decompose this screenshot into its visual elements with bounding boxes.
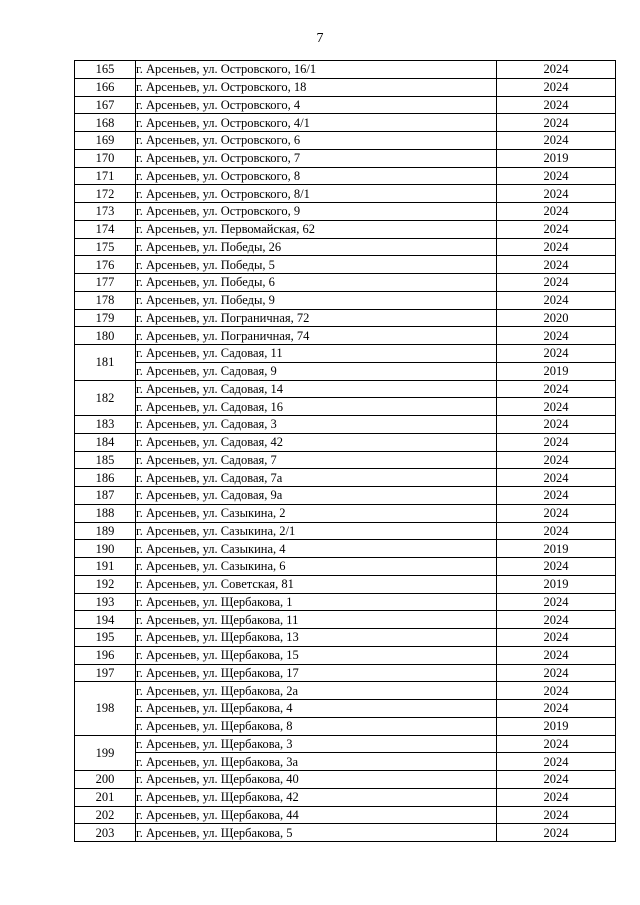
- page-number: 7: [316, 31, 324, 46]
- year-cell: 2020: [497, 309, 616, 327]
- year-cell: 2024: [497, 167, 616, 185]
- table-row: [75, 416, 616, 434]
- table-row: [75, 682, 616, 700]
- address-cell: г. Арсеньев, ул. Островского, 8: [136, 167, 497, 185]
- table-row: [75, 220, 616, 238]
- address-cell: г. Арсеньев, ул. Садовая, 42: [136, 433, 497, 451]
- table-row: [75, 717, 616, 735]
- address-cell: г. Арсеньев, ул. Щербакова, 42: [136, 788, 497, 806]
- table-row: [75, 593, 616, 611]
- address-cell: г. Арсеньев, ул. Островского, 18: [136, 78, 497, 96]
- year-cell: 2024: [497, 824, 616, 842]
- table-row: [75, 611, 616, 629]
- row-number: 193: [75, 593, 136, 611]
- row-number: 180: [75, 327, 136, 345]
- year-cell: 2024: [497, 220, 616, 238]
- year-cell: 2024: [497, 735, 616, 753]
- row-number: 165: [75, 61, 136, 79]
- year-cell: 2024: [497, 433, 616, 451]
- year-cell: 2024: [497, 451, 616, 469]
- row-number: 199: [75, 735, 136, 771]
- table-row: [75, 451, 616, 469]
- row-number: 195: [75, 629, 136, 647]
- table-row: [75, 238, 616, 256]
- year-cell: 2019: [497, 575, 616, 593]
- table-row: [75, 398, 616, 416]
- year-cell: 2024: [497, 593, 616, 611]
- address-cell: г. Арсеньев, ул. Победы, 5: [136, 256, 497, 274]
- year-cell: 2024: [497, 504, 616, 522]
- address-cell: г. Арсеньев, ул. Островского, 9: [136, 203, 497, 221]
- table-row: [75, 362, 616, 380]
- table-row: [75, 487, 616, 505]
- year-cell: 2024: [497, 398, 616, 416]
- year-cell: 2024: [497, 522, 616, 540]
- table-row: [75, 291, 616, 309]
- row-number: 187: [75, 487, 136, 505]
- year-cell: 2024: [497, 558, 616, 576]
- row-number: 178: [75, 291, 136, 309]
- table-row: [75, 185, 616, 203]
- year-cell: 2024: [497, 806, 616, 824]
- table-row: [75, 114, 616, 132]
- address-cell: г. Арсеньев, ул. Щербакова, 3а: [136, 753, 497, 771]
- year-cell: 2019: [497, 540, 616, 558]
- address-cell: г. Арсеньев, ул. Островского, 4: [136, 96, 497, 114]
- table-row: [75, 309, 616, 327]
- year-cell: 2024: [497, 327, 616, 345]
- address-cell: г. Арсеньев, ул. Щербакова, 8: [136, 717, 497, 735]
- row-number: 185: [75, 451, 136, 469]
- table-row: [75, 735, 616, 753]
- year-cell: 2024: [497, 61, 616, 79]
- year-cell: 2024: [497, 256, 616, 274]
- row-number: 173: [75, 203, 136, 221]
- table-row: [75, 771, 616, 789]
- address-cell: г. Арсеньев, ул. Щербакова, 3: [136, 735, 497, 753]
- address-cell: г. Арсеньев, ул. Садовая, 9: [136, 362, 497, 380]
- row-number: 201: [75, 788, 136, 806]
- address-cell: г. Арсеньев, ул. Садовая, 9а: [136, 487, 497, 505]
- year-cell: 2019: [497, 149, 616, 167]
- row-number: 202: [75, 806, 136, 824]
- address-cell: г. Арсеньев, ул. Щербакова, 5: [136, 824, 497, 842]
- row-number: 177: [75, 274, 136, 292]
- table-row: [75, 664, 616, 682]
- row-number: 196: [75, 646, 136, 664]
- year-cell: 2024: [497, 114, 616, 132]
- year-cell: 2024: [497, 629, 616, 647]
- row-number: 197: [75, 664, 136, 682]
- address-cell: г. Арсеньев, ул. Пограничная, 74: [136, 327, 497, 345]
- table-row: [75, 380, 616, 398]
- table-row: [75, 504, 616, 522]
- table-row: [75, 788, 616, 806]
- table-row: [75, 824, 616, 842]
- year-cell: 2019: [497, 362, 616, 380]
- row-number: 172: [75, 185, 136, 203]
- year-cell: 2024: [497, 291, 616, 309]
- row-number: 182: [75, 380, 136, 416]
- table-row: [75, 167, 616, 185]
- year-cell: 2019: [497, 717, 616, 735]
- table-row: [75, 469, 616, 487]
- year-cell: 2024: [497, 238, 616, 256]
- year-cell: 2024: [497, 664, 616, 682]
- address-cell: г. Арсеньев, ул. Сазыкина, 2: [136, 504, 497, 522]
- row-number: 192: [75, 575, 136, 593]
- row-number: 168: [75, 114, 136, 132]
- year-cell: 2024: [497, 788, 616, 806]
- address-cell: г. Арсеньев, ул. Островского, 6: [136, 132, 497, 150]
- address-cell: г. Арсеньев, ул. Щербакова, 44: [136, 806, 497, 824]
- row-number: 166: [75, 78, 136, 96]
- row-number: 183: [75, 416, 136, 434]
- address-cell: г. Арсеньев, ул. Сазыкина, 6: [136, 558, 497, 576]
- address-cell: г. Арсеньев, ул. Садовая, 7а: [136, 469, 497, 487]
- row-number: 186: [75, 469, 136, 487]
- year-cell: 2024: [497, 132, 616, 150]
- row-number: 169: [75, 132, 136, 150]
- address-cell: г. Арсеньев, ул. Садовая, 3: [136, 416, 497, 434]
- address-cell: г. Арсеньев, ул. Щербакова, 11: [136, 611, 497, 629]
- table-row: [75, 203, 616, 221]
- table-row: [75, 522, 616, 540]
- row-number: 175: [75, 238, 136, 256]
- address-cell: г. Арсеньев, ул. Садовая, 14: [136, 380, 497, 398]
- year-cell: 2024: [497, 646, 616, 664]
- year-cell: 2024: [497, 611, 616, 629]
- address-cell: г. Арсеньев, ул. Пограничная, 72: [136, 309, 497, 327]
- address-cell: г. Арсеньев, ул. Садовая, 7: [136, 451, 497, 469]
- table-row: [75, 274, 616, 292]
- year-cell: 2024: [497, 274, 616, 292]
- year-cell: 2024: [497, 771, 616, 789]
- address-cell: г. Арсеньев, ул. Первомайская, 62: [136, 220, 497, 238]
- year-cell: 2024: [497, 753, 616, 771]
- address-table-body: [75, 61, 616, 842]
- address-cell: г. Арсеньев, ул. Победы, 6: [136, 274, 497, 292]
- address-cell: г. Арсеньев, ул. Сазыкина, 4: [136, 540, 497, 558]
- row-number: 179: [75, 309, 136, 327]
- table-row: [75, 149, 616, 167]
- year-cell: 2024: [497, 487, 616, 505]
- row-number: 181: [75, 345, 136, 381]
- year-cell: 2024: [497, 185, 616, 203]
- row-number: 174: [75, 220, 136, 238]
- table-row: [75, 629, 616, 647]
- year-cell: 2024: [497, 345, 616, 363]
- address-cell: г. Арсеньев, ул. Островского, 8/1: [136, 185, 497, 203]
- table-row: [75, 327, 616, 345]
- row-number: 191: [75, 558, 136, 576]
- table-row: [75, 558, 616, 576]
- year-cell: 2024: [497, 700, 616, 718]
- year-cell: 2024: [497, 416, 616, 434]
- address-cell: г. Арсеньев, ул. Щербакова, 17: [136, 664, 497, 682]
- address-cell: г. Арсеньев, ул. Сазыкина, 2/1: [136, 522, 497, 540]
- year-cell: 2024: [497, 78, 616, 96]
- year-cell: 2024: [497, 203, 616, 221]
- row-number: 198: [75, 682, 136, 735]
- table-row: [75, 61, 616, 79]
- row-number: 200: [75, 771, 136, 789]
- address-cell: г. Арсеньев, ул. Островского, 4/1: [136, 114, 497, 132]
- address-cell: г. Арсеньев, ул. Щербакова, 40: [136, 771, 497, 789]
- year-cell: 2024: [497, 380, 616, 398]
- address-cell: г. Арсеньев, ул. Островского, 7: [136, 149, 497, 167]
- table-row: [75, 433, 616, 451]
- row-number: 189: [75, 522, 136, 540]
- address-cell: г. Арсеньев, ул. Щербакова, 15: [136, 646, 497, 664]
- year-cell: 2024: [497, 96, 616, 114]
- table-row: [75, 78, 616, 96]
- row-number: 167: [75, 96, 136, 114]
- address-cell: г. Арсеньев, ул. Победы, 9: [136, 291, 497, 309]
- row-number: 170: [75, 149, 136, 167]
- row-number: 171: [75, 167, 136, 185]
- table-row: [75, 256, 616, 274]
- table-row: [75, 700, 616, 718]
- year-cell: 2024: [497, 682, 616, 700]
- row-number: 190: [75, 540, 136, 558]
- table-row: [75, 132, 616, 150]
- row-number: 176: [75, 256, 136, 274]
- row-number: 194: [75, 611, 136, 629]
- address-cell: г. Арсеньев, ул. Садовая, 11: [136, 345, 497, 363]
- address-cell: г. Арсеньев, ул. Щербакова, 4: [136, 700, 497, 718]
- table-row: [75, 575, 616, 593]
- table-row: [75, 540, 616, 558]
- table-row: [75, 646, 616, 664]
- address-cell: г. Арсеньев, ул. Островского, 16/1: [136, 61, 497, 79]
- row-number: 203: [75, 824, 136, 842]
- table-row: [75, 345, 616, 363]
- address-cell: г. Арсеньев, ул. Победы, 26: [136, 238, 497, 256]
- table-row: [75, 806, 616, 824]
- row-number: 188: [75, 504, 136, 522]
- year-cell: 2024: [497, 469, 616, 487]
- address-cell: г. Арсеньев, ул. Советская, 81: [136, 575, 497, 593]
- address-cell: г. Арсеньев, ул. Щербакова, 13: [136, 629, 497, 647]
- address-table: [74, 60, 616, 842]
- address-cell: г. Арсеньев, ул. Щербакова, 2а: [136, 682, 497, 700]
- table-row: [75, 96, 616, 114]
- address-cell: г. Арсеньев, ул. Щербакова, 1: [136, 593, 497, 611]
- address-cell: г. Арсеньев, ул. Садовая, 16: [136, 398, 497, 416]
- table-row: [75, 753, 616, 771]
- row-number: 184: [75, 433, 136, 451]
